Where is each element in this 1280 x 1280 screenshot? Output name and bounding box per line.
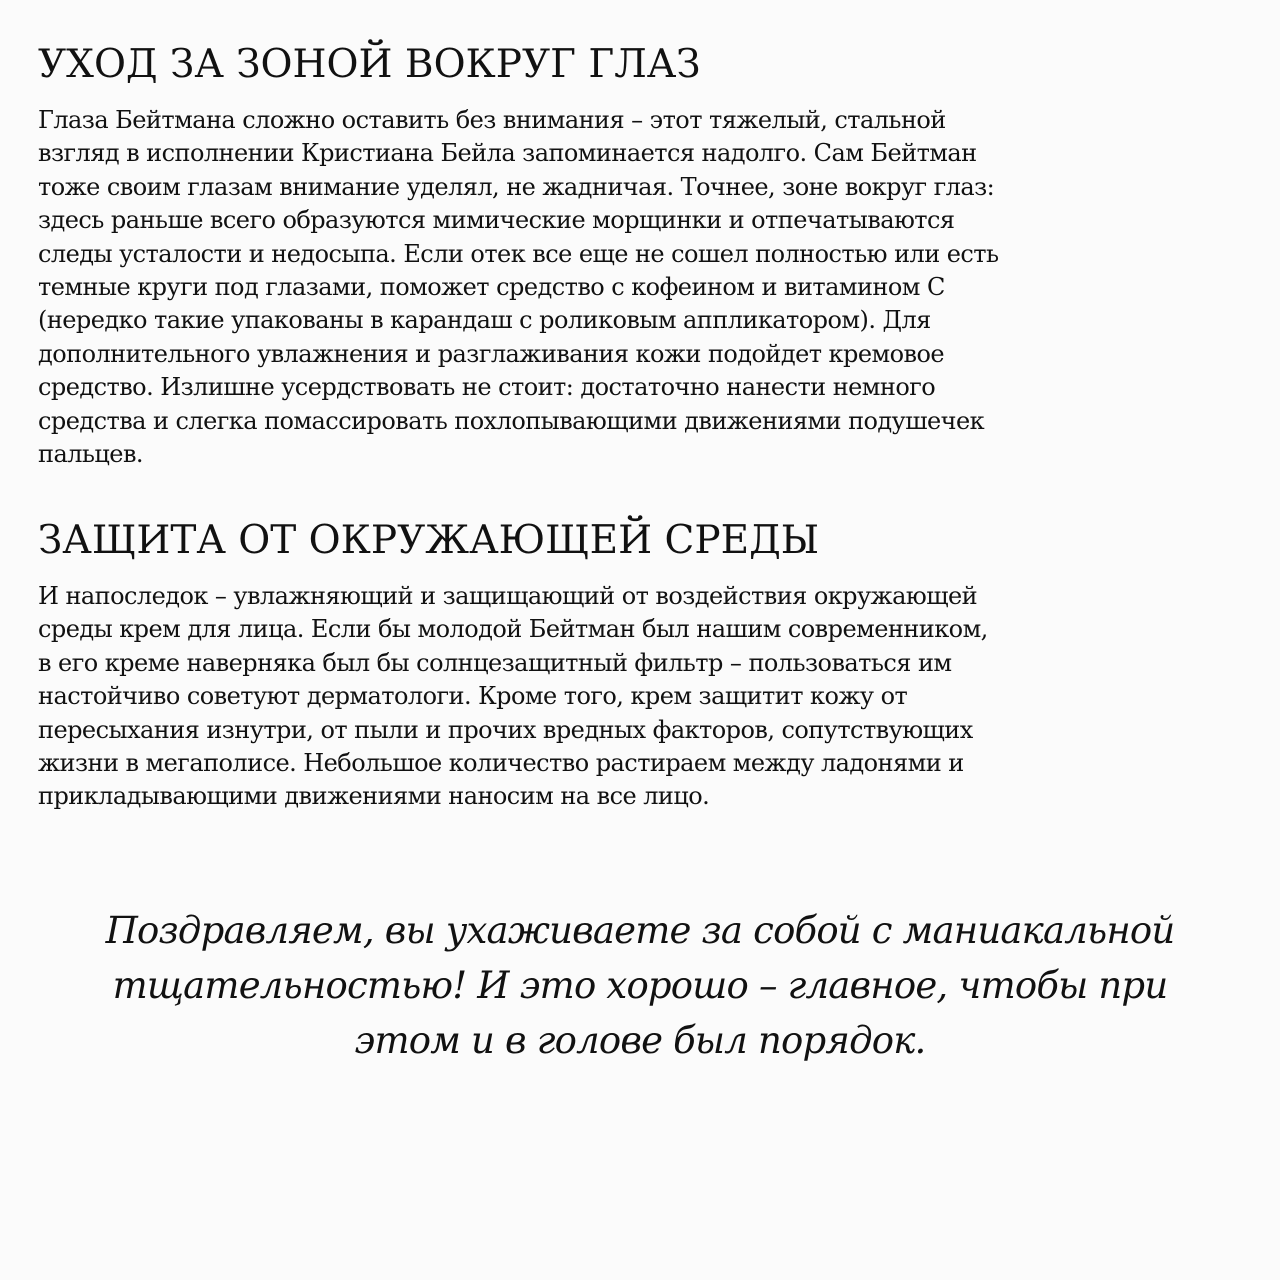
- closing-quote: Поздравляем, вы ухаживаете за собой с маниакальной тщательностью! И это хорошо – главное, чтобы при этом и в голове был порядок.: [105, 909, 1175, 1062]
- section-heading: УХОД ЗА ЗОНОЙ ВОКРУГ ГЛАЗ: [38, 42, 701, 87]
- section-paragraph: И напоследок – увлажняющий и защищающий от воздействия окружающей среды крем для лица. Если бы молодой Бейтман был нашим современником, в его креме наверняка был бы солнцезащитный фильтр – пользоваться им настойчиво советуют дерматологи. Кроме того, крем защитит кожу от пересыхания изнутри, от пыли и прочих вредных факторов, сопутствующих жизни в мегаполисе. Небольшое количество растираем между ладонями и прикладывающими движениями наносим на все лицо.: [38, 582, 988, 811]
- section-eye-care: [38, 38, 1128, 471]
- section-environment-protection: [38, 514, 1128, 814]
- section-heading: ЗАЩИТА ОТ ОКРУЖАЮЩЕЙ СРЕДЫ: [38, 518, 820, 563]
- section-paragraph: Глаза Бейтмана сложно оставить без внимания – этот тяжелый, стальной взгляд в исполнении Кристиана Бейла запоминается надолго. Сам Бейтман тоже своим глазам внимание уделял, не жадничая. Точнее, зоне вокруг глаз: здесь раньше всего образуются мимические морщинки и отпечатываются следы усталости и недосыпа. Если отек все еще не сошел полностью или есть темные круги под глазами, поможет средство с кофеином и витамином С (нередко такие упакованы в карандаш с роликовым аппликатором). Для дополнительного увлажнения и разглаживания кожи подойдет кремовое средство. Излишне усердствовать не стоит: достаточно нанести немного средства и слегка помассировать похлопывающими движениями подушечек пальцев.: [38, 106, 999, 469]
